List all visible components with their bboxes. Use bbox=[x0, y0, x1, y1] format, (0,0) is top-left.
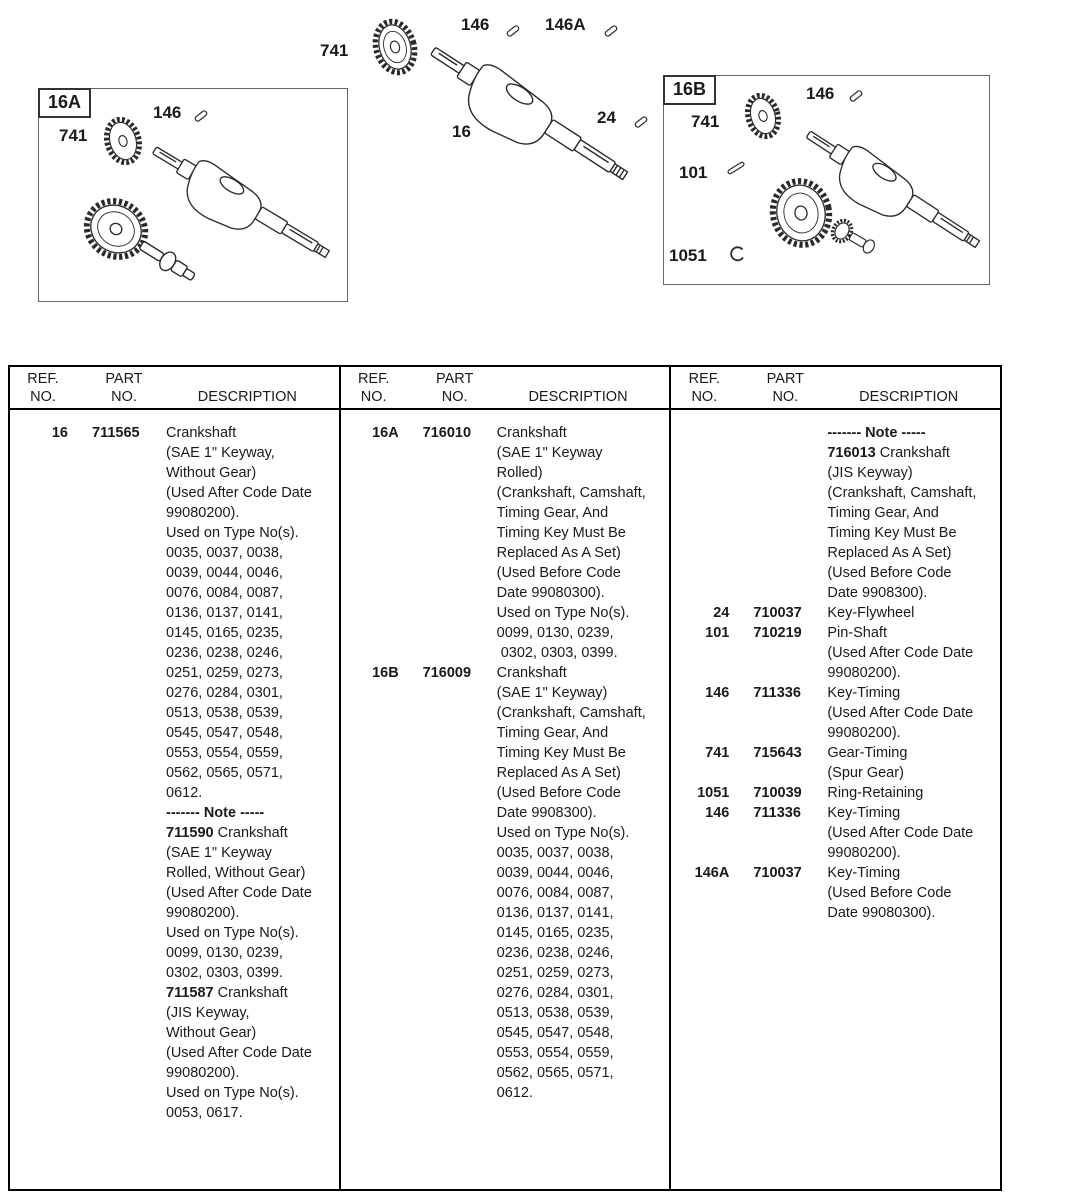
part-callout-146: 146 bbox=[461, 15, 490, 34]
description-header: DESCRIPTION bbox=[197, 389, 297, 405]
description-line: Used on Type No(s). bbox=[166, 525, 299, 541]
description-line: (Crankshaft, Camshaft, bbox=[496, 705, 646, 721]
description-line: (Used Before Code bbox=[496, 565, 621, 581]
ref-no-cell bbox=[671, 423, 729, 603]
header-line: PART bbox=[105, 371, 143, 387]
description-line: 0076, 0084, 0087, bbox=[166, 585, 283, 601]
ref-no-cell: 1051 bbox=[697, 785, 730, 801]
description-line: 0612. bbox=[496, 1085, 533, 1101]
description-line: 0302, 0303, 0399. bbox=[166, 965, 283, 981]
ref-no-cell: 101 bbox=[705, 625, 730, 641]
box-tag-16a: 16A bbox=[38, 88, 91, 118]
description-line: (Used Before Code bbox=[827, 565, 952, 581]
description-cell bbox=[827, 863, 1000, 923]
description-header: DESCRIPTION bbox=[528, 389, 628, 405]
part-no-cell: 710037 bbox=[753, 865, 802, 881]
sprocket-drawing bbox=[829, 217, 879, 259]
header-line: NO. bbox=[691, 389, 718, 405]
description-line: (Spur Gear) bbox=[827, 765, 904, 781]
description-line: 0553, 0554, 0559, bbox=[496, 1045, 614, 1061]
header-line: REF. bbox=[688, 371, 721, 387]
description-line: 0035, 0037, 0038, bbox=[496, 845, 614, 861]
part-callout-741: 741 bbox=[320, 41, 349, 60]
description-line: Date 99080300). bbox=[827, 905, 936, 921]
part-no-cell: 711336 bbox=[753, 685, 801, 701]
diagram-box-16a bbox=[38, 88, 348, 302]
ref-no-cell: 24 bbox=[713, 605, 730, 621]
box-tag-16b: 16B bbox=[663, 75, 716, 105]
description-line: ------- Note ----- bbox=[827, 425, 926, 441]
description-line: 0251, 0259, 0273, bbox=[166, 665, 283, 681]
description-line: 0612. bbox=[166, 785, 203, 801]
crankshaft-drawing bbox=[791, 119, 987, 270]
description-line: Replaced As A Set) bbox=[496, 765, 621, 781]
description-line: Date 99080300). bbox=[496, 585, 605, 601]
description-line: Used on Type No(s). bbox=[166, 925, 299, 941]
description-line: 0545, 0547, 0548, bbox=[496, 1025, 614, 1041]
description-line: 99080200). bbox=[827, 665, 901, 681]
ref-no-cell: 16B bbox=[372, 665, 399, 681]
description-line: Used on Type No(s). bbox=[496, 825, 630, 841]
description-line: Used on Type No(s). bbox=[496, 605, 630, 621]
ref-no-header bbox=[12, 370, 74, 406]
description-line: 0236, 0238, 0246, bbox=[496, 945, 614, 961]
ref-no-cell: 146 bbox=[705, 805, 730, 821]
column-header bbox=[671, 367, 1000, 410]
part-callout-741: 741 bbox=[59, 126, 88, 145]
table-entry bbox=[671, 603, 1000, 623]
description-line: 0553, 0554, 0559, bbox=[166, 745, 283, 761]
table-entry bbox=[671, 803, 1000, 863]
part-no-cell: 710039 bbox=[753, 785, 802, 801]
part-no-cell: 715643 bbox=[753, 745, 802, 761]
description-line: (SAE 1" Keyway bbox=[166, 845, 272, 861]
description-line: (JIS Keyway, bbox=[166, 1005, 250, 1021]
header-line: NO. bbox=[360, 389, 387, 405]
column-body bbox=[10, 410, 339, 1123]
description-line: Replaced As A Set) bbox=[827, 545, 952, 561]
table-entry bbox=[671, 683, 1000, 743]
description-line: Rolled, Without Gear) bbox=[166, 865, 306, 881]
description-line: (SAE 1" Keyway) bbox=[496, 685, 608, 701]
part-callout-101: 101 bbox=[679, 163, 708, 182]
gear-icon bbox=[102, 115, 145, 166]
description-line: 0039, 0044, 0046, bbox=[496, 865, 614, 881]
camshaft-drawing bbox=[76, 190, 207, 300]
part-no-header bbox=[749, 370, 821, 406]
description-line: 99080200). bbox=[166, 505, 240, 521]
part-no-cell bbox=[753, 423, 819, 603]
header-line: NO. bbox=[111, 389, 137, 405]
description-line: 0099, 0130, 0239, bbox=[166, 945, 283, 961]
part-callout-741: 741 bbox=[691, 112, 720, 131]
header-line: NO. bbox=[772, 389, 799, 405]
description-cell bbox=[827, 603, 1000, 623]
part-callout-24: 24 bbox=[597, 108, 616, 127]
description-cell bbox=[497, 663, 670, 1103]
retaining-ring-icon bbox=[731, 247, 743, 260]
ref-no-cell: 16 bbox=[51, 425, 68, 441]
description-line: 0251, 0259, 0273, bbox=[496, 965, 614, 981]
diagram-box-16b bbox=[663, 75, 990, 285]
description-line: Timing Key Must Be bbox=[496, 745, 626, 761]
description-line: (Crankshaft, Camshaft, bbox=[496, 485, 646, 501]
description-line: 0076, 0084, 0087, bbox=[496, 885, 614, 901]
ref-no-header bbox=[673, 370, 735, 406]
header-line: NO. bbox=[441, 389, 468, 405]
description-line: 99080200). bbox=[827, 845, 901, 861]
description-line: Timing Key Must Be bbox=[496, 525, 626, 541]
description-line: (Used After Code Date bbox=[827, 705, 974, 721]
diagram-16a-drawing bbox=[39, 89, 347, 301]
part-no-cell: 710219 bbox=[753, 625, 802, 641]
part-no-cell: 711565 bbox=[92, 425, 140, 441]
table-entry bbox=[341, 663, 670, 1103]
description-cell bbox=[827, 683, 1000, 743]
description-line: (Used After Code Date bbox=[166, 1045, 312, 1061]
part-no-header bbox=[419, 370, 491, 406]
description-line: Timing Gear, And bbox=[827, 505, 939, 521]
description-line: Date 9908300). bbox=[496, 805, 597, 821]
ref-no-header bbox=[343, 370, 405, 406]
table-column-group bbox=[339, 367, 670, 1189]
part-callout-146: 146 bbox=[806, 84, 835, 103]
description-line: 0145, 0165, 0235, bbox=[166, 625, 283, 641]
table-entry bbox=[10, 423, 339, 1123]
column-body bbox=[341, 410, 670, 1103]
table-entry bbox=[671, 623, 1000, 683]
part-callout-146a: 146A bbox=[545, 15, 586, 34]
description-cell bbox=[827, 743, 1000, 783]
description-line: 0145, 0165, 0235, bbox=[496, 925, 614, 941]
description-line: Timing Key Must Be bbox=[827, 525, 957, 541]
description-line: (Used After Code Date bbox=[827, 645, 974, 661]
description-line: Rolled) bbox=[496, 465, 543, 481]
description-line: 99080200). bbox=[166, 905, 240, 921]
description-line: 0035, 0037, 0038, bbox=[166, 545, 283, 561]
description-line: Timing Gear, And bbox=[496, 725, 609, 741]
description-line: (Used Before Code bbox=[827, 885, 952, 901]
table-entry bbox=[671, 743, 1000, 783]
table-entry bbox=[671, 783, 1000, 803]
description-line: Gear-Timing bbox=[827, 745, 908, 761]
key-icon bbox=[194, 110, 207, 122]
description-cell bbox=[827, 423, 1000, 603]
header-line: NO. bbox=[30, 389, 56, 405]
description-cell bbox=[166, 423, 339, 1123]
description-line: Crankshaft bbox=[166, 425, 237, 441]
header-line: PART bbox=[766, 371, 805, 387]
description-line: (Crankshaft, Camshaft, bbox=[827, 485, 977, 501]
description-line: 0053, 0617. bbox=[166, 1105, 243, 1121]
pin-icon bbox=[727, 162, 744, 175]
description-line: Ring-Retaining bbox=[827, 785, 924, 801]
description-line: Timing Gear, And bbox=[496, 505, 609, 521]
key-icon bbox=[849, 90, 862, 102]
description-line: Replaced As A Set) bbox=[496, 545, 621, 561]
header-line: REF. bbox=[357, 371, 390, 387]
part-callout-16: 16 bbox=[452, 122, 471, 141]
description-line: 711590 Crankshaft bbox=[166, 825, 288, 841]
table-entry bbox=[671, 423, 1000, 603]
diagram-16b-drawing bbox=[664, 76, 989, 284]
description-line: (SAE 1" Keyway, bbox=[166, 445, 275, 461]
description-line: 99080200). bbox=[166, 1065, 240, 1081]
ref-no-cell: 16A bbox=[372, 425, 399, 441]
parts-table bbox=[8, 365, 1002, 1191]
description-line: 0136, 0137, 0141, bbox=[166, 605, 283, 621]
description-line: Date 9908300). bbox=[827, 585, 928, 601]
part-no-cell: 716009 bbox=[422, 665, 472, 681]
description-line: 99080200). bbox=[827, 725, 901, 741]
table-column-group bbox=[10, 367, 339, 1189]
timing-gear-drawing bbox=[76, 190, 155, 268]
description-line: 716013 Crankshaft bbox=[827, 445, 950, 461]
description-line: ------- Note ----- bbox=[166, 805, 265, 821]
description-line: Without Gear) bbox=[166, 1025, 257, 1041]
description-line: Key-Flywheel bbox=[827, 605, 915, 621]
column-header bbox=[341, 367, 670, 410]
description-line: (Used After Code Date bbox=[166, 885, 312, 901]
description-line: (Used After Code Date bbox=[827, 825, 974, 841]
column-header bbox=[10, 367, 339, 410]
description-line: Key-Timing bbox=[827, 865, 901, 881]
table-entry bbox=[341, 423, 670, 663]
table-entry bbox=[671, 863, 1000, 923]
description-line: (JIS Keyway) bbox=[827, 465, 913, 481]
part-no-cell: 711336 bbox=[753, 805, 801, 821]
crankshaft-16-drawing bbox=[415, 12, 675, 207]
description-header: DESCRIPTION bbox=[859, 389, 959, 405]
description-cell bbox=[827, 783, 1000, 803]
description-line: 0039, 0044, 0046, bbox=[166, 565, 283, 581]
description-line: Key-Timing bbox=[827, 805, 901, 821]
description-line: Crankshaft bbox=[496, 665, 567, 681]
part-no-header bbox=[88, 370, 160, 406]
description-cell bbox=[497, 423, 670, 663]
header-line: PART bbox=[436, 371, 474, 387]
description-line: (Used Before Code bbox=[496, 785, 621, 801]
ref-no-cell: 146 bbox=[705, 685, 730, 701]
description-cell bbox=[827, 623, 1000, 683]
description-line: Without Gear) bbox=[166, 465, 257, 481]
description-line: 0513, 0538, 0539, bbox=[496, 1005, 614, 1021]
description-line: 0545, 0547, 0548, bbox=[166, 725, 283, 741]
description-line: 0276, 0284, 0301, bbox=[496, 985, 614, 1001]
gear-icon bbox=[743, 92, 783, 141]
part-callout-146: 146 bbox=[153, 103, 182, 122]
timing-gear-drawing bbox=[767, 176, 835, 250]
header-line: REF. bbox=[27, 371, 59, 387]
description-cell bbox=[827, 803, 1000, 863]
part-no-cell: 710037 bbox=[753, 605, 802, 621]
ref-no-cell: 146A bbox=[694, 865, 730, 881]
description-line: 0513, 0538, 0539, bbox=[166, 705, 283, 721]
description-line: Pin-Shaft bbox=[827, 625, 887, 641]
description-line: 0099, 0130, 0239, bbox=[496, 625, 614, 641]
description-line: 0236, 0238, 0246, bbox=[166, 645, 283, 661]
part-no-cell: 716010 bbox=[422, 425, 472, 441]
description-line: Crankshaft bbox=[496, 425, 567, 441]
description-line: 0276, 0284, 0301, bbox=[166, 685, 283, 701]
description-line: (Used After Code Date bbox=[166, 485, 312, 501]
description-line: 0302, 0303, 0399. bbox=[496, 645, 618, 661]
description-line: 0136, 0137, 0141, bbox=[496, 905, 614, 921]
column-body bbox=[671, 410, 1000, 923]
description-line: Used on Type No(s). bbox=[166, 1085, 299, 1101]
ref-no-cell: 741 bbox=[705, 745, 730, 761]
description-line: 0562, 0565, 0571, bbox=[166, 765, 283, 781]
description-line: 711587 Crankshaft bbox=[166, 985, 288, 1001]
part-callout-1051: 1051 bbox=[669, 246, 707, 265]
description-line: (SAE 1" Keyway bbox=[496, 445, 603, 461]
table-column-group bbox=[669, 367, 1000, 1189]
description-line: 0562, 0565, 0571, bbox=[496, 1065, 614, 1081]
description-line: Key-Timing bbox=[827, 685, 901, 701]
